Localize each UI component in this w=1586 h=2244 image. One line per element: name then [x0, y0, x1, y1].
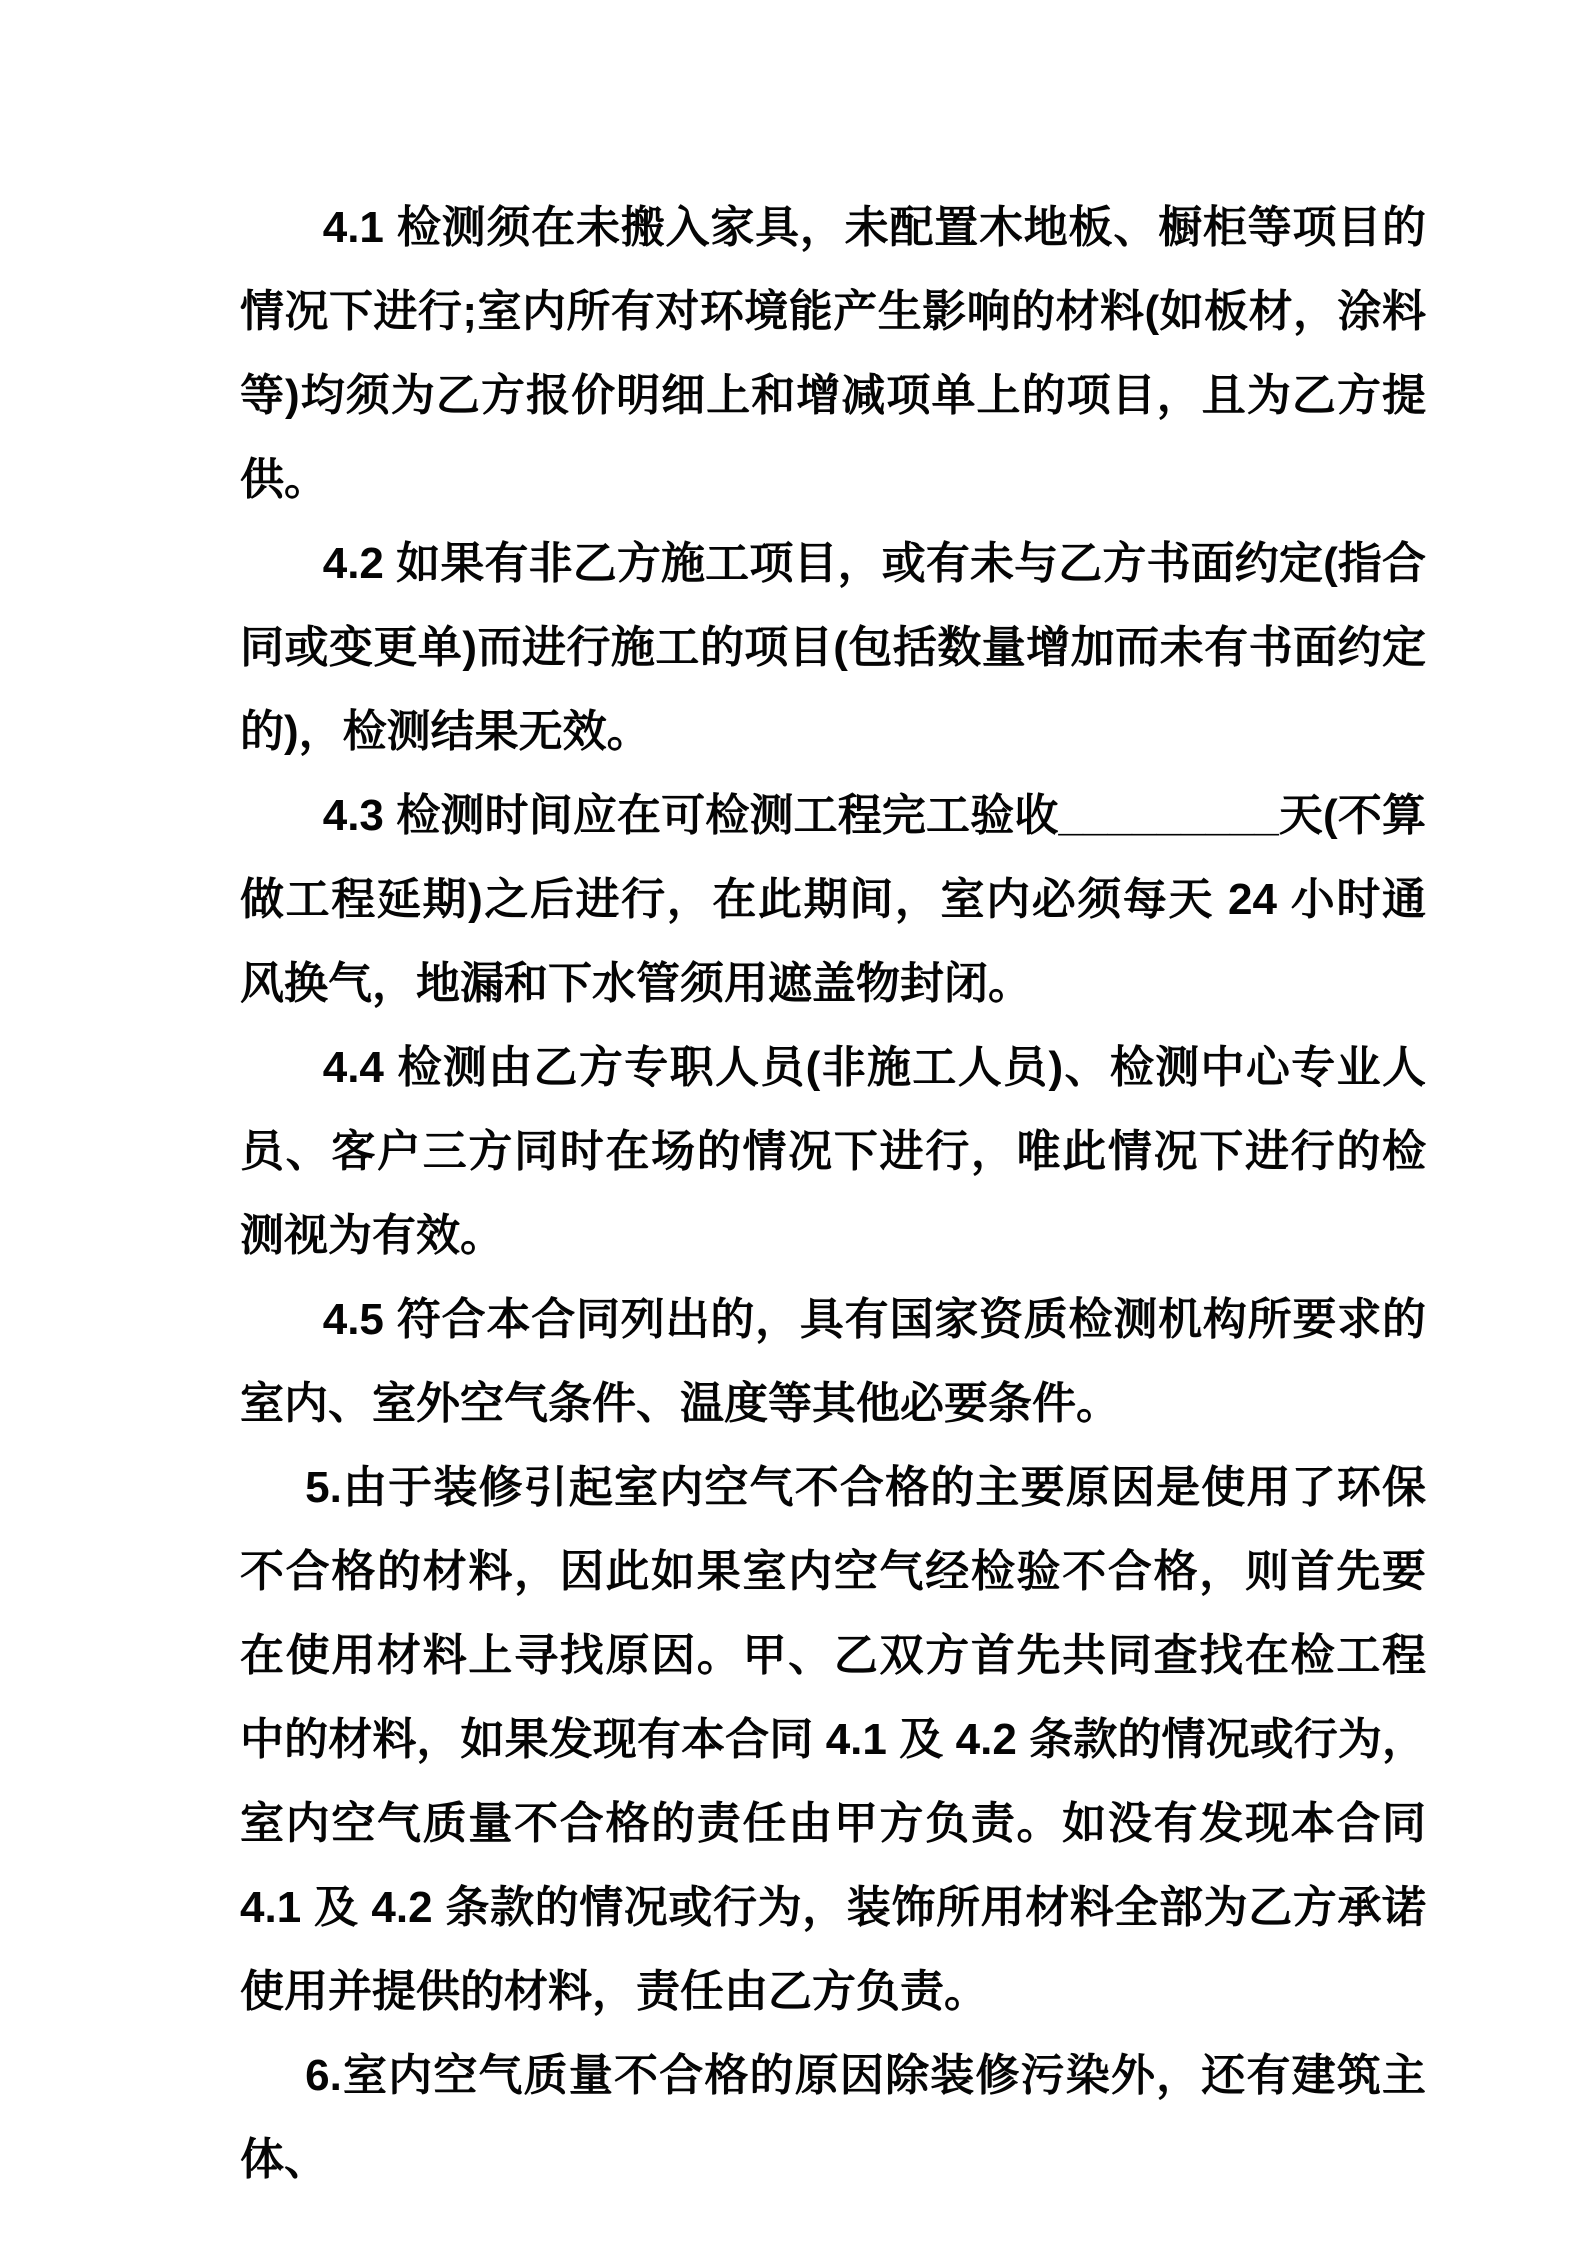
contract-clause-5: 5.由于装修引起室内空气不合格的主要原因是使用了环保不合格的材料，因此如果室内空气经检验不合格，则首先要在使用材料上寻找原因。甲、乙双方首先共同查找在检工程中的材料，如果发现有本合同 4.1 及 4.2 条款的情况或行为，室内空气质量不合格的责任由甲方负责。如没有发现本合同 4.1 及 4.2 条款的情况或行为，装饰所用材料全部为乙方承诺使用并提供的材料，责任由乙方负责。 [240, 1463, 1426, 2016]
contract-clause-4-1: 4.1 检测须在未搬入家具，未配置木地板、橱柜等项目的情况下进行;室内所有对环境能产生影响的材料(如板材，涂料等)均须为乙方报价明细上和增减项单上的项目，且为乙方提供。 [240, 203, 1426, 504]
contract-clause-4-4: 4.4 检测由乙方专职人员(非施工人员)、检测中心专业人员、客户三方同时在场的情况下进行，唯此情况下进行的检测视为有效。 [240, 1043, 1426, 1260]
contract-clause-4-3: 4.3 检测时间应在可检测工程完工验收_________天(不算做工程延期)之后进行，在此期间，室内必须每天 24 小时通风换气，地漏和下水管须用遮盖物封闭。 [240, 791, 1426, 1008]
contract-text-block [240, 186, 1426, 2202]
contract-clause-4-2: 4.2 如果有非乙方施工项目，或有未与乙方书面约定(指合同或变更单)而进行施工的项目(包括数量增加而未有书面约定的)，检测结果无效。 [240, 539, 1426, 756]
contract-clause-4-5: 4.5 符合本合同列出的，具有国家资质检测机构所要求的室内、室外空气条件、温度等其他必要条件。 [240, 1295, 1426, 1428]
contract-clause-6: 6.室内空气质量不合格的原因除装修污染外，还有建筑主体、 [240, 2051, 1426, 2184]
